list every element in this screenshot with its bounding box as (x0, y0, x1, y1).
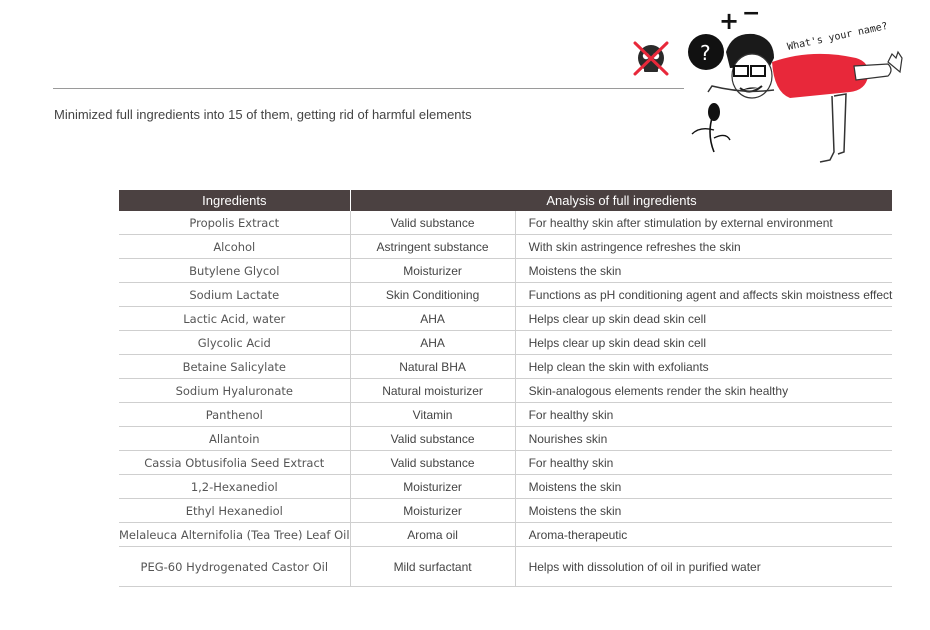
table-header-row (119, 190, 892, 211)
effect-cell: Moistens the skin (515, 259, 892, 283)
effect-cell: With skin astringence refreshes the skin (515, 235, 892, 259)
ingredient-cell: Propolis Extract (119, 211, 350, 235)
table-row (119, 499, 892, 523)
question-bubble-icon (688, 34, 724, 70)
ingredient-cell: PEG-60 Hydrogenated Castor Oil (119, 547, 350, 587)
table-row (119, 211, 892, 235)
effect-cell: For healthy skin after stimulation by external environment (515, 211, 892, 235)
skull-icon (635, 43, 667, 74)
ingredient-cell: Glycolic Acid (119, 331, 350, 355)
cartoon-illustration (626, 0, 930, 170)
table-row (119, 451, 892, 475)
effect-cell: Helps clear up skin dead skin cell (515, 307, 892, 331)
flower-drawing (692, 103, 730, 152)
effect-cell: Aroma-therapeutic (515, 523, 892, 547)
table-row (119, 355, 892, 379)
ingredients-table (119, 190, 892, 587)
effect-cell: Helps with dissolution of oil in purified water (515, 547, 892, 587)
plus-sign: + (719, 7, 740, 35)
ingredient-cell: Lactic Acid, water (119, 307, 350, 331)
type-cell: Moisturizer (350, 499, 515, 523)
ingredient-cell: Sodium Lactate (119, 283, 350, 307)
effect-cell: Skin-analogous elements render the skin healthy (515, 379, 892, 403)
table-row (119, 307, 892, 331)
ingredient-cell: Cassia Obtusifolia Seed Extract (119, 451, 350, 475)
speech-text: What's your name? (786, 20, 889, 53)
type-cell: Valid substance (350, 427, 515, 451)
effect-cell: For healthy skin (515, 451, 892, 475)
table-row (119, 523, 892, 547)
type-cell: Valid substance (350, 211, 515, 235)
table-row (119, 331, 892, 355)
type-cell: Mild surfactant (350, 547, 515, 587)
character-figure (708, 34, 902, 162)
effect-cell: Helps clear up skin dead skin cell (515, 331, 892, 355)
header-analysis: Analysis of full ingredients (350, 190, 892, 211)
table-row (119, 379, 892, 403)
table-row (119, 427, 892, 451)
ingredient-cell: Panthenol (119, 403, 350, 427)
ingredient-cell: Betaine Salicylate (119, 355, 350, 379)
table-row (119, 235, 892, 259)
header-ingredients: Ingredients (119, 190, 350, 211)
effect-cell: Help clean the skin with exfoliants (515, 355, 892, 379)
svg-text:?: ? (700, 41, 711, 65)
effect-cell: For healthy skin (515, 403, 892, 427)
table-row (119, 403, 892, 427)
type-cell: Astringent substance (350, 235, 515, 259)
table-row (119, 547, 892, 587)
ingredient-cell: Melaleuca Alternifolia (Tea Tree) Leaf Oil (119, 523, 350, 547)
ingredient-cell: Sodium Hyaluronate (119, 379, 350, 403)
type-cell: Aroma oil (350, 523, 515, 547)
ingredient-cell: Butylene Glycol (119, 259, 350, 283)
header-divider (53, 88, 684, 89)
table-row (119, 259, 892, 283)
type-cell: Natural moisturizer (350, 379, 515, 403)
type-cell: Natural BHA (350, 355, 515, 379)
ingredient-cell: Alcohol (119, 235, 350, 259)
type-cell: Vitamin (350, 403, 515, 427)
effect-cell: Moistens the skin (515, 499, 892, 523)
minus-sign: − (742, 1, 761, 26)
type-cell: Moisturizer (350, 475, 515, 499)
effect-cell: Moistens the skin (515, 475, 892, 499)
type-cell: Skin Conditioning (350, 283, 515, 307)
table-row (119, 283, 892, 307)
ingredient-cell: Ethyl Hexanediol (119, 499, 350, 523)
type-cell: Valid substance (350, 451, 515, 475)
type-cell: AHA (350, 307, 515, 331)
table-row (119, 475, 892, 499)
type-cell: Moisturizer (350, 259, 515, 283)
ingredient-cell: Allantoin (119, 427, 350, 451)
effect-cell: Nourishes skin (515, 427, 892, 451)
page-subtitle: Minimized full ingredients into 15 of them, getting rid of harmful elements (54, 107, 472, 122)
type-cell: AHA (350, 331, 515, 355)
ingredient-cell: 1,2-Hexanediol (119, 475, 350, 499)
effect-cell: Functions as pH conditioning agent and affects skin moistness effect (515, 283, 892, 307)
